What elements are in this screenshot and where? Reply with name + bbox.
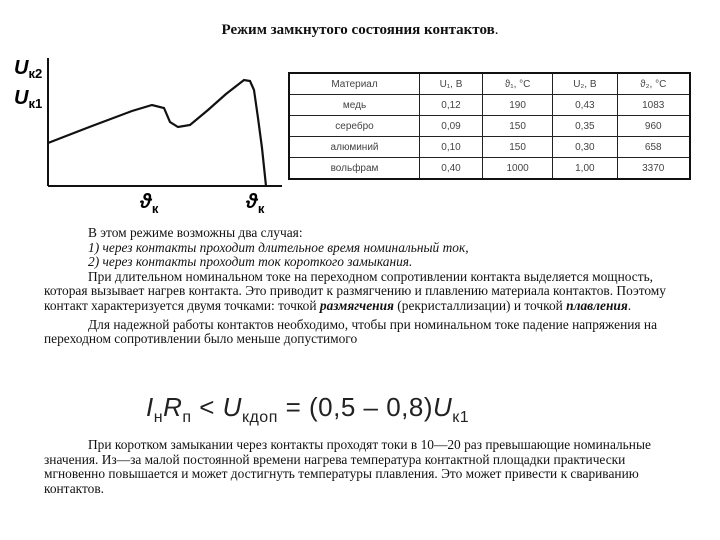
table-header-cell: U₁, В (420, 73, 483, 95)
table-cell: медь (289, 95, 420, 116)
table-cell: вольфрам (289, 158, 420, 180)
table-row (289, 137, 690, 158)
table-cell: 150 (482, 116, 552, 137)
table-cell: 0,40 (420, 158, 483, 180)
x-label-theta-k2: $ϑ_к$ (246, 191, 265, 216)
x-label-theta-k1: $ϑ_к$ (140, 191, 159, 216)
page-title: Режим замкнутого состояния контактов. (221, 22, 499, 38)
table-cell: серебро (289, 116, 420, 137)
table-cell: 0,10 (420, 137, 483, 158)
table-cell: 1000 (482, 158, 552, 180)
contact-materials-table (288, 72, 691, 180)
table-header-row (289, 73, 690, 95)
body-text-block (44, 226, 684, 347)
table-cell: 960 (617, 116, 690, 137)
table-cell: 0,09 (420, 116, 483, 137)
table-header-cell: ϑ₁, °C (482, 73, 552, 95)
y-label-uk2: $U_{к2}$ (14, 57, 43, 81)
table-row (289, 158, 690, 180)
table-cell: 0,30 (553, 137, 617, 158)
table-header-cell: ϑ₂, °C (617, 73, 690, 95)
table-cell: 190 (482, 95, 552, 116)
table-cell: алюминий (289, 137, 420, 158)
short-circuit-text: При коротком замыкании через контакты проходят токи в 10—20 раз превышающие номинальные значения. Из—за малой постоянной времени нагрева температура контактной площадки практически мгновенно повышается и может достигнуть температуры плавления. Это может привести к свариванию контактов. (44, 437, 651, 496)
table-cell: 150 (482, 137, 552, 158)
voltage-temperature-graph (12, 48, 284, 220)
case-1-line: 1) через контакты проходит длительное время номинальный ток, (88, 239, 469, 255)
table-header-cell: U₂, В (553, 73, 617, 95)
voltage-drop-formula: $I_нR_п < U_{кдоп} = (0,5 - 0,8)U_{к1}$ (146, 392, 470, 426)
table-cell: 0,35 (553, 116, 617, 137)
table-cell: 0,43 (553, 95, 617, 116)
paragraph-reliability: Для надежной работы контактов необходимо, чтобы при номинальном токе падение напряжения на переходном сопротивлении было меньше допустимого (44, 316, 658, 347)
voltage-curve (48, 80, 266, 186)
table-cell: 1,00 (553, 158, 617, 180)
term-softening: размягчения (319, 297, 394, 313)
table-cell: 3370 (617, 158, 690, 180)
term-melting: плавления (566, 297, 628, 313)
intro-line: В этом режиме возможны два случая: (88, 225, 303, 240)
table-header-cell: Материал (289, 73, 420, 95)
table-cell: 658 (617, 137, 690, 158)
paragraph-short-circuit (44, 438, 684, 496)
case-2-line: 2) через контакты проходит ток короткого замыкания. (88, 254, 413, 270)
y-label-uk1: $U_{к1}$ (14, 87, 43, 111)
table-row (289, 116, 690, 137)
table-cell: 0,12 (420, 95, 483, 116)
table-row (289, 95, 690, 116)
paragraph-heating: При длительном номинальном токе на переходном сопротивлении контакта выделяется мощность, которая вызывает нагрев контакта. Это приводит к размягчению и плавлению материала контактов. Поэтому контакт характеризуется двумя точками: точкой размягчения (рекристаллизации) и точкой плавления. (44, 268, 666, 313)
table-cell: 1083 (617, 95, 690, 116)
